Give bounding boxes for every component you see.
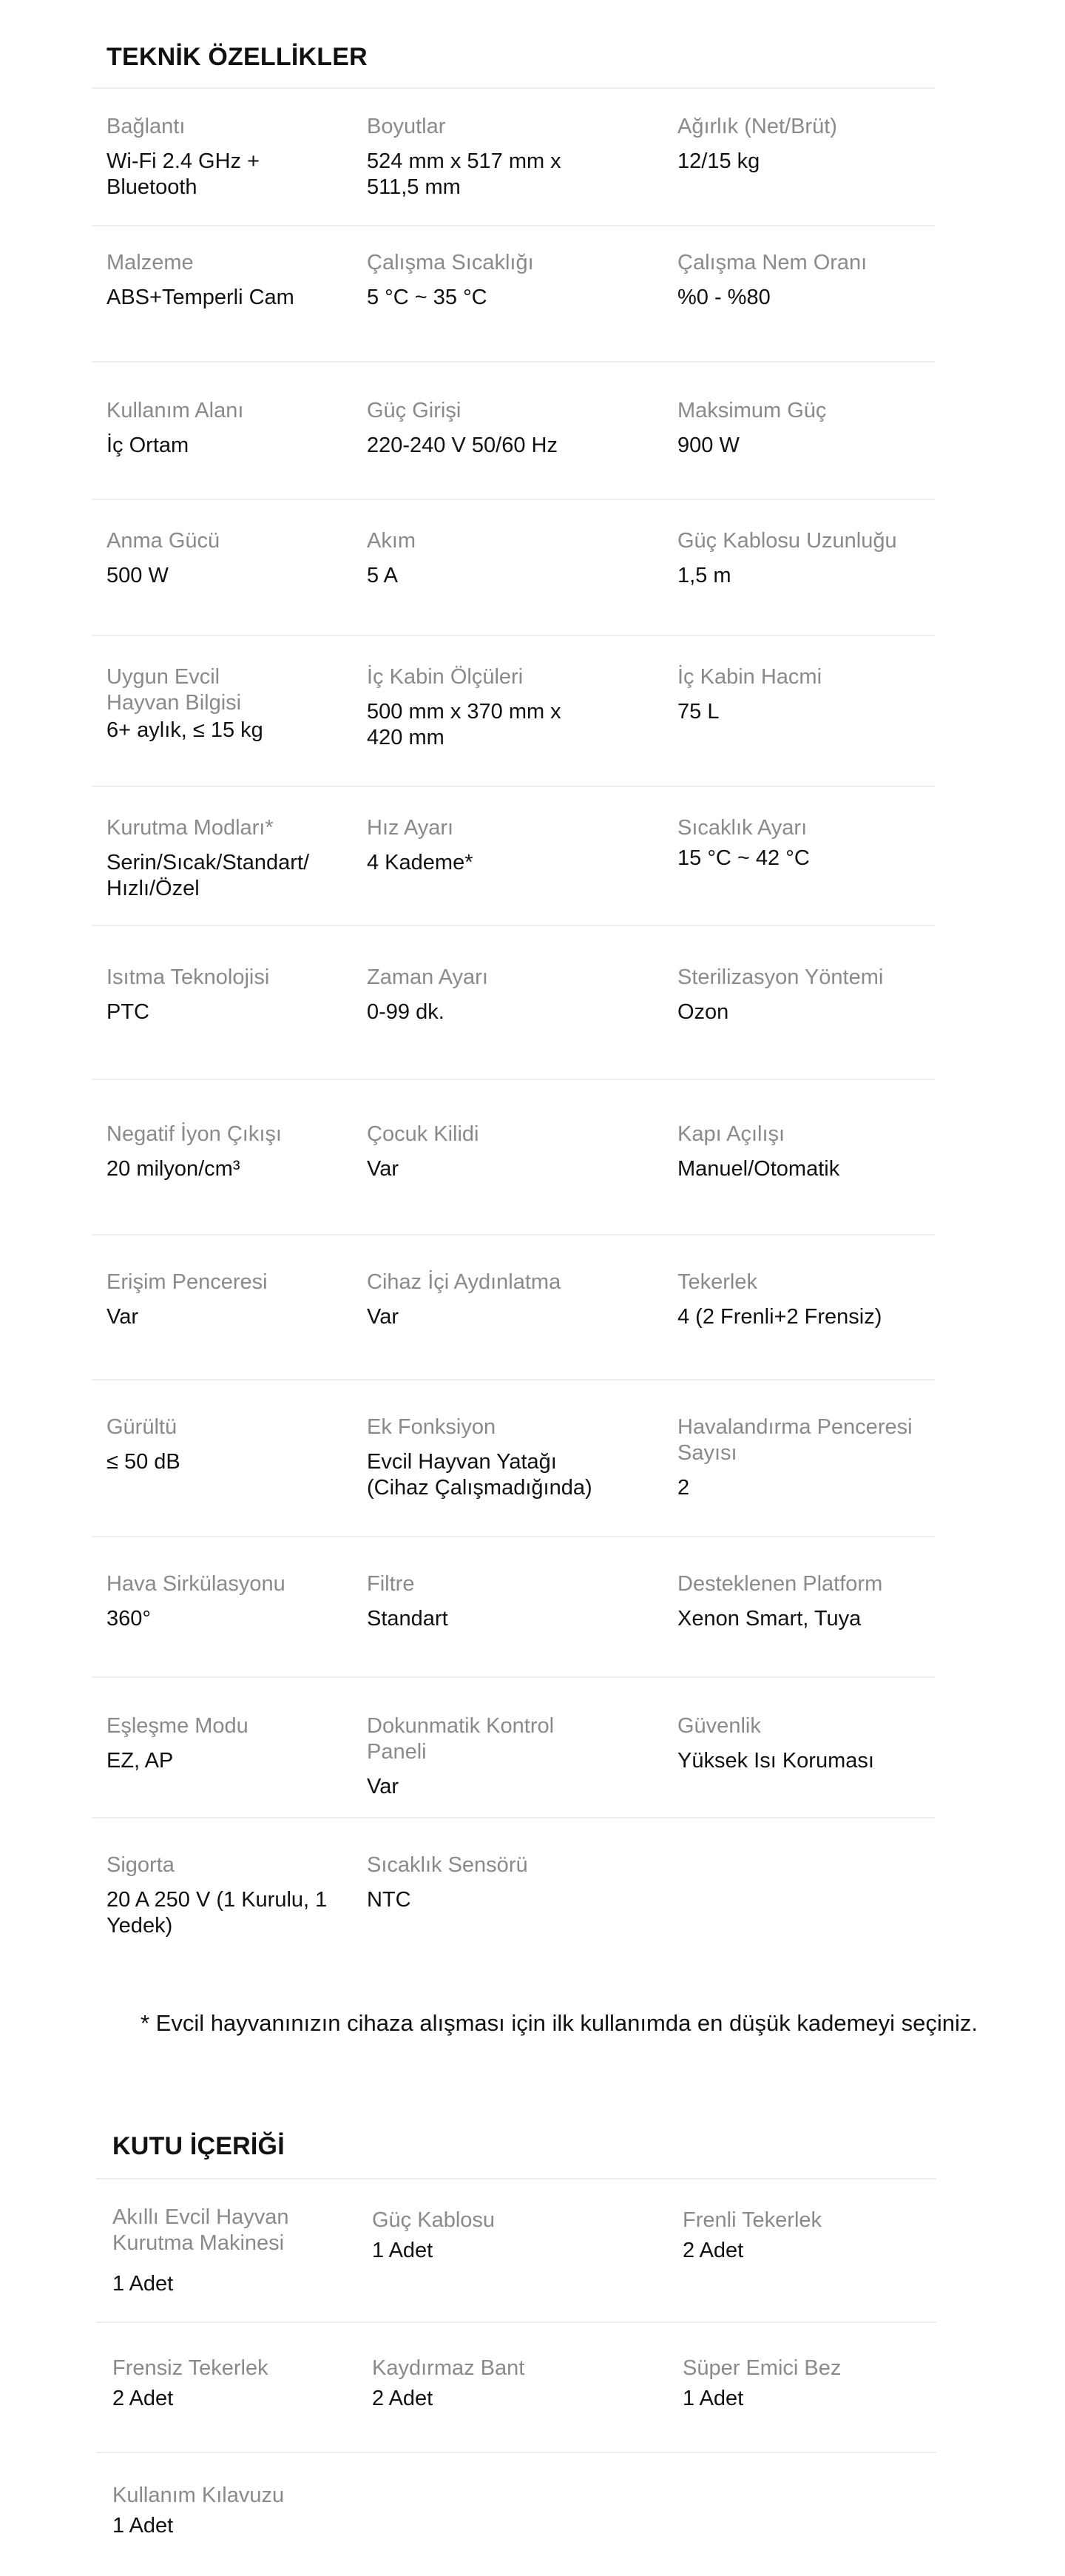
spec-label: Maksimum Güç — [677, 399, 827, 422]
spec-ic-kabin-hacmi — [677, 664, 929, 725]
spec-anma-gucu — [106, 528, 358, 589]
spec-value: 15 °C ~ 42 °C — [677, 846, 810, 870]
box-item-frensiz-tekerlek — [112, 2356, 364, 2412]
spec-value: Manuel/Otomatik — [677, 1157, 840, 1181]
box-item-quantity: 2 Adet — [372, 2387, 433, 2410]
spec-label: Uygun Evcil Hayvan Bilgisi — [106, 665, 242, 715]
spec-label: Erişim Penceresi — [106, 1270, 268, 1294]
spec-label: Gürültü — [106, 1415, 178, 1439]
spec-label: Sterilizasyon Yöntemi — [677, 965, 884, 989]
spec-value: Var — [367, 1305, 399, 1329]
spec-value: 20 A 250 V (1 Kurulu, 1 Yedek) — [106, 1888, 328, 1938]
divider — [92, 1676, 935, 1678]
box-item-quantity: 1 Adet — [683, 2387, 744, 2410]
spec-boyutlar — [367, 114, 618, 200]
spec-label: Hava Sirkülasyonu — [106, 1572, 285, 1596]
spec-label: Isıtma Teknolojisi — [106, 965, 270, 989]
spec-label: İç Kabin Hacmi — [677, 665, 822, 689]
spec-value: 500 mm x 370 mm x 420 mm — [367, 700, 561, 749]
spec-label: Güç Kablosu Uzunluğu — [677, 529, 897, 553]
box-item-label: Kullanım Kılavuzu — [112, 2484, 285, 2507]
spec-isitma-teknolojisi — [106, 965, 358, 1025]
spec-label: Sıcaklık Sensörü — [367, 1853, 528, 1877]
spec-hava-sirkulasyonu — [106, 1571, 358, 1632]
spec-filtre — [367, 1571, 618, 1632]
spec-label: Çocuk Kilidi — [367, 1122, 479, 1146]
divider — [92, 786, 935, 787]
spec-label: Güvenlik — [677, 1714, 761, 1738]
spec-calisma-sicakligi — [367, 250, 618, 311]
spec-value: Xenon Smart, Tuya — [677, 1607, 862, 1631]
spec-erisim-penceresi — [106, 1270, 358, 1330]
spec-ek-fonksiyon — [367, 1415, 618, 1501]
spec-tekerlek — [677, 1270, 929, 1330]
spec-value: Ozon — [677, 1000, 729, 1024]
spec-label: Filtre — [367, 1572, 415, 1596]
spec-label: Boyutlar — [367, 115, 446, 138]
divider — [92, 1234, 935, 1235]
spec-aydinlatma — [367, 1270, 618, 1330]
spec-value: Var — [367, 1157, 399, 1181]
spec-value: 75 L — [677, 700, 720, 724]
box-item-kaydirmaz-bant — [372, 2356, 623, 2412]
spec-value: 524 mm x 517 mm x 511,5 mm — [367, 149, 561, 199]
spec-value: 0-99 dk. — [367, 1000, 444, 1024]
spec-agirlik — [677, 114, 929, 175]
spec-value: 5 °C ~ 35 °C — [367, 286, 487, 309]
spec-label: Tekerlek — [677, 1270, 757, 1294]
spec-value: 5 A — [367, 564, 398, 587]
spec-akim — [367, 528, 618, 589]
spec-value: 12/15 kg — [677, 149, 760, 173]
spec-value: Wi-Fi 2.4 GHz + Bluetooth — [106, 149, 260, 199]
spec-value: İç Ortam — [106, 434, 189, 457]
box-item-guc-kablosu — [372, 2208, 623, 2264]
specs-title: TEKNİK ÖZELLİKLER — [106, 43, 368, 71]
spec-value: Evcil Hayvan Yatağı (Cihaz Çalışmadığında) — [367, 1450, 592, 1500]
spec-label: İç Kabin Ölçüleri — [367, 665, 524, 689]
spec-value: ≤ 50 dB — [106, 1450, 180, 1474]
spec-value: 500 W — [106, 564, 169, 587]
divider — [92, 925, 935, 926]
spec-label: Sigorta — [106, 1853, 175, 1877]
spec-label: Bağlantı — [106, 115, 186, 138]
spec-kurutma-modlari — [106, 815, 358, 902]
divider — [92, 1536, 935, 1537]
speed-setting-footnote: * Evcil hayvanınızın cihaza alışması için ilk kullanımda en düşük kademeyi seçiniz. — [141, 2010, 978, 2036]
divider — [92, 1379, 935, 1380]
spec-value: Serin/Sıcak/Standart/ Hızlı/Özel — [106, 851, 310, 900]
spec-label: Ağırlık (Net/Brüt) — [677, 115, 837, 138]
spec-value: Yüksek Isı Koruması — [677, 1749, 874, 1773]
spec-value: 2 — [677, 1476, 690, 1500]
spec-zaman-ayari — [367, 965, 618, 1025]
box-item-label: Frenli Tekerlek — [683, 2208, 822, 2232]
divider — [92, 1817, 935, 1818]
spec-ic-kabin-olculeri — [367, 664, 618, 751]
divider — [96, 2322, 936, 2323]
spec-label: Hız Ayarı — [367, 816, 454, 840]
spec-label: Eşleşme Modu — [106, 1714, 248, 1738]
spec-label: Cihaz İçi Aydınlatma — [367, 1270, 561, 1294]
box-item-label: Güç Kablosu — [372, 2208, 496, 2232]
spec-label: Desteklenen Platform — [677, 1572, 883, 1596]
spec-value: ABS+Temperli Cam — [106, 286, 294, 309]
spec-guc-girisi — [367, 398, 618, 459]
spec-value: 4 (2 Frenli+2 Frensiz) — [677, 1305, 882, 1329]
spec-label: Ek Fonksiyon — [367, 1415, 496, 1439]
spec-guvenlik — [677, 1713, 929, 1774]
spec-value: Standart — [367, 1607, 448, 1631]
spec-label: Çalışma Sıcaklığı — [367, 251, 534, 274]
box-item-frenli-tekerlek — [683, 2208, 934, 2264]
spec-label: Malzeme — [106, 251, 194, 274]
spec-value: EZ, AP — [106, 1749, 174, 1773]
spec-label: Havalandırma Penceresi Sayısı — [677, 1415, 913, 1465]
box-item-quantity: 1 Adet — [112, 2272, 174, 2296]
divider — [96, 2452, 936, 2453]
spec-hiz-ayari — [367, 815, 618, 876]
spec-value: PTC — [106, 1000, 149, 1024]
spec-kullanim-alani — [106, 398, 358, 459]
spec-sicaklik-sensoru — [367, 1852, 618, 1913]
box-contents-title: KUTU İÇERİĞİ — [112, 2132, 285, 2160]
spec-sigorta — [106, 1852, 358, 1939]
divider — [92, 1079, 935, 1080]
spec-label: Dokunmatik Kontrol Paneli — [367, 1714, 555, 1764]
spec-value: 4 Kademe* — [367, 851, 473, 874]
spec-value: 1,5 m — [677, 564, 731, 587]
spec-value: %0 - %80 — [677, 286, 771, 309]
divider — [92, 361, 935, 363]
spec-value: 360° — [106, 1607, 151, 1631]
spec-value: 900 W — [677, 434, 740, 457]
spec-kapi-acilisi — [677, 1122, 929, 1182]
spec-label: Kullanım Alanı — [106, 399, 244, 422]
spec-negatif-iyon — [106, 1122, 358, 1182]
spec-havalandirma-penceresi — [677, 1415, 929, 1501]
spec-value: 220-240 V 50/60 Hz — [367, 434, 558, 457]
box-item-quantity: 1 Adet — [372, 2239, 433, 2262]
spec-value: 6+ aylık, ≤ 15 kg — [106, 718, 263, 742]
divider — [92, 225, 935, 226]
divider — [92, 499, 935, 500]
spec-label: Sıcaklık Ayarı — [677, 816, 808, 840]
spec-desteklenen-platform — [677, 1571, 929, 1632]
divider — [96, 2178, 936, 2179]
spec-sterilizasyon — [677, 965, 929, 1025]
spec-evcil-hayvan-bilgisi — [106, 664, 358, 744]
spec-value: 20 milyon/cm³ — [106, 1157, 240, 1181]
spec-label: Zaman Ayarı — [367, 965, 488, 989]
spec-label: Kapı Açılışı — [677, 1122, 785, 1146]
spec-label: Çalışma Nem Oranı — [677, 251, 868, 274]
divider — [92, 87, 935, 89]
spec-eslesme-modu — [106, 1713, 358, 1774]
spec-calisma-nem — [677, 250, 929, 311]
spec-sicaklik-ayari — [677, 815, 929, 871]
box-item-label: Frensiz Tekerlek — [112, 2356, 268, 2380]
spec-value: Var — [367, 1775, 399, 1798]
box-item-quantity: 1 Adet — [112, 2514, 174, 2538]
spec-label: Akım — [367, 529, 416, 553]
spec-value: NTC — [367, 1888, 411, 1912]
spec-label: Anma Gücü — [106, 529, 220, 553]
box-item-quantity: 2 Adet — [683, 2239, 744, 2262]
box-item-label: Akıllı Evcil Hayvan Kurutma Makinesi — [112, 2205, 289, 2255]
spec-guc-kablosu — [677, 528, 929, 589]
spec-value: Var — [106, 1305, 138, 1329]
box-item-label: Kaydırmaz Bant — [372, 2356, 525, 2380]
spec-baglanti — [106, 114, 358, 200]
spec-label: Güç Girişi — [367, 399, 462, 422]
box-item-kurutma-makinesi — [112, 2205, 364, 2297]
spec-label: Kurutma Modları* — [106, 816, 274, 840]
spec-kontrol-paneli — [367, 1713, 618, 1800]
spec-label: Negatif İyon Çıkışı — [106, 1122, 282, 1146]
spec-malzeme — [106, 250, 358, 311]
box-item-quantity: 2 Adet — [112, 2387, 174, 2410]
box-item-kullanim-kilavuzu — [112, 2483, 364, 2539]
box-item-label: Süper Emici Bez — [683, 2356, 842, 2380]
spec-gurultu — [106, 1415, 358, 1475]
divider — [92, 635, 935, 636]
spec-maksimum-guc — [677, 398, 929, 459]
box-item-super-emici-bez — [683, 2356, 934, 2412]
spec-cocuk-kilidi — [367, 1122, 618, 1182]
